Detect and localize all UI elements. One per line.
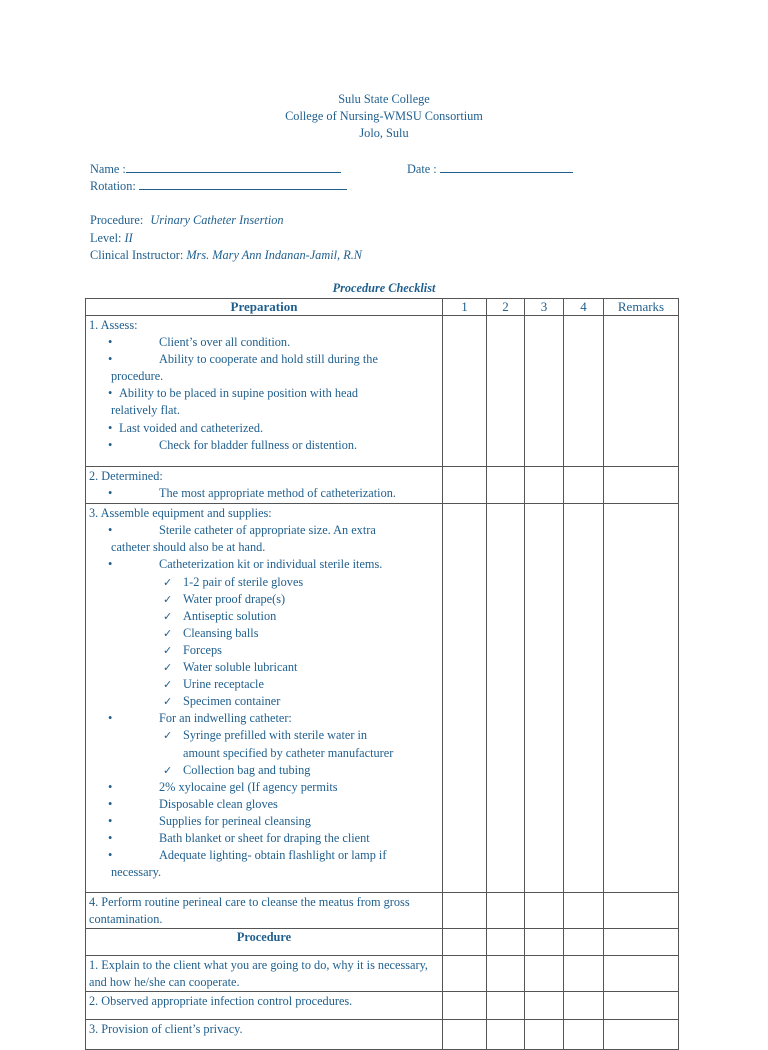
- table-header-row: [86, 299, 679, 316]
- score-cell[interactable]: [487, 992, 525, 1020]
- date-label: Date :: [407, 162, 437, 176]
- list-item: • The most appropriate method of catheterization.: [89, 485, 439, 502]
- check-item: ✓ Antiseptic solution: [89, 608, 439, 625]
- college-name: College of Nursing-WMSU Consortium: [285, 109, 483, 123]
- score-cell[interactable]: [487, 1020, 525, 1050]
- assess-cell: [86, 316, 443, 467]
- score-cell[interactable]: [525, 1020, 564, 1050]
- list-item: • Bath blanket or sheet for draping the client: [89, 830, 439, 847]
- assess-title: 1. Assess:: [89, 318, 138, 332]
- score-cell[interactable]: [487, 504, 525, 893]
- rotation-field[interactable]: [139, 177, 347, 190]
- remarks-cell[interactable]: [604, 956, 679, 992]
- score-cell[interactable]: [525, 467, 564, 504]
- list-item: • Disposable clean gloves: [89, 796, 439, 813]
- table-row: [86, 467, 679, 504]
- list-item: • Last voided and catheterized.: [89, 420, 439, 437]
- step-cell: [86, 956, 443, 992]
- student-info: [90, 160, 437, 194]
- score-cell[interactable]: [525, 929, 564, 956]
- score-cell[interactable]: [525, 956, 564, 992]
- score-cell[interactable]: [525, 316, 564, 467]
- remarks-cell[interactable]: [604, 929, 679, 956]
- list-item-continued: necessary.: [111, 865, 162, 880]
- score-cell[interactable]: [487, 929, 525, 956]
- score-cell[interactable]: [443, 992, 487, 1020]
- remarks-cell[interactable]: [604, 504, 679, 893]
- list-item: • Ability to be placed in supine position with head: [89, 385, 439, 402]
- table-row: [86, 992, 679, 1020]
- list-item: • Ability to cooperate and hold still during the: [89, 351, 439, 368]
- determined-cell: [86, 467, 443, 504]
- score-cell[interactable]: [564, 467, 604, 504]
- list-item: • 2% xylocaine gel (If agency permits: [89, 779, 439, 796]
- check-item: ✓ Water soluble lubricant: [89, 659, 439, 676]
- check-item: ✓ Syringe prefilled with sterile water in: [89, 727, 439, 744]
- table-row: [86, 1020, 679, 1050]
- list-item: • Check for bladder fullness or distention.: [89, 437, 439, 454]
- procedure-step: 2. Observed appropriate infection control procedures.: [89, 994, 353, 1009]
- procedure-step: 1. Explain to the client what you are going to do, why it is necessary, and how he/she can cooperate.: [89, 958, 428, 989]
- score-cell[interactable]: [443, 316, 487, 467]
- score-cell[interactable]: [443, 956, 487, 992]
- check-item: ✓ Cleansing balls: [89, 625, 439, 642]
- remarks-cell[interactable]: [604, 316, 679, 467]
- checklist-title: Procedure Checklist: [332, 281, 436, 295]
- score-cell[interactable]: [487, 893, 525, 929]
- perineal-cell: [86, 893, 443, 929]
- score-cell[interactable]: [443, 504, 487, 893]
- score-cell[interactable]: [564, 929, 604, 956]
- remarks-cell[interactable]: [604, 893, 679, 929]
- score-cell[interactable]: [564, 956, 604, 992]
- assemble-cell: [86, 504, 443, 893]
- list-item-continued: procedure.: [111, 369, 164, 384]
- level-value: II: [124, 230, 133, 245]
- list-item-continued: catheter should also be at hand.: [111, 540, 266, 555]
- remarks-cell[interactable]: [604, 1020, 679, 1050]
- name-label: Name :: [90, 162, 126, 176]
- score-cell[interactable]: [443, 893, 487, 929]
- table-row: [86, 316, 679, 467]
- check-item: ✓ Forceps: [89, 642, 439, 659]
- instructor-label: Clinical Instructor:: [90, 248, 184, 262]
- header-col-2: 2: [487, 299, 525, 316]
- check-item: ✓ Urine receptacle: [89, 676, 439, 693]
- header-preparation: Preparation: [86, 299, 443, 316]
- check-item: ✓ Collection bag and tubing: [89, 762, 439, 779]
- perineal-step: 4. Perform routine perineal care to cleanse the meatus from gross contamination.: [89, 895, 410, 926]
- score-cell[interactable]: [487, 467, 525, 504]
- school-name: Sulu State College: [338, 92, 430, 106]
- score-cell[interactable]: [525, 504, 564, 893]
- remarks-cell[interactable]: [604, 467, 679, 504]
- date-field[interactable]: [440, 160, 573, 173]
- procedure-value: Urinary Catheter Insertion: [150, 213, 284, 227]
- score-cell[interactable]: [564, 893, 604, 929]
- score-cell[interactable]: [564, 504, 604, 893]
- list-item: • Catheterization kit or individual sterile items.: [89, 556, 439, 573]
- determined-title: 2. Determined:: [89, 469, 163, 483]
- score-cell[interactable]: [487, 956, 525, 992]
- procedure-label: Procedure:: [90, 213, 144, 227]
- check-item: ✓ 1-2 pair of sterile gloves: [89, 574, 439, 591]
- list-item: • Adequate lighting- obtain flashlight or lamp if: [89, 847, 439, 864]
- score-cell[interactable]: [443, 1020, 487, 1050]
- procedure-info: [90, 212, 362, 265]
- procedure-checklist-table: [85, 298, 679, 1050]
- list-item: • Client’s over all condition.: [89, 334, 439, 351]
- assemble-title: 3. Assemble equipment and supplies:: [89, 506, 272, 521]
- check-item: ✓ Specimen container: [89, 693, 439, 710]
- table-row: [86, 929, 679, 956]
- score-cell[interactable]: [443, 467, 487, 504]
- instructor-value: Mrs. Mary Ann Indanan-Jamil, R.N: [186, 248, 362, 262]
- step-cell: [86, 1020, 443, 1050]
- name-field[interactable]: [126, 160, 341, 173]
- score-cell[interactable]: [443, 929, 487, 956]
- procedure-section-header: Procedure: [86, 929, 443, 956]
- header-col-1: 1: [443, 299, 487, 316]
- score-cell[interactable]: [525, 992, 564, 1020]
- procedure-step: 3. Provision of client’s privacy.: [89, 1022, 243, 1037]
- table-row: [86, 504, 679, 893]
- score-cell[interactable]: [525, 893, 564, 929]
- check-item: ✓ Water proof drape(s): [89, 591, 439, 608]
- school-location: Jolo, Sulu: [359, 126, 409, 140]
- list-item: • Sterile catheter of appropriate size. An extra: [89, 522, 439, 539]
- level-label: Level:: [90, 230, 122, 245]
- document-header: [0, 91, 768, 142]
- header-col-3: 3: [525, 299, 564, 316]
- header-col-4: 4: [564, 299, 604, 316]
- table-row: [86, 893, 679, 929]
- score-cell[interactable]: [487, 316, 525, 467]
- table-row: [86, 956, 679, 992]
- step-cell: [86, 992, 443, 1020]
- score-cell[interactable]: [564, 992, 604, 1020]
- score-cell[interactable]: [564, 316, 604, 467]
- header-remarks: Remarks: [604, 299, 679, 316]
- list-item: • For an indwelling catheter:: [89, 710, 439, 727]
- rotation-label: Rotation:: [90, 179, 136, 193]
- list-item: • Supplies for perineal cleansing: [89, 813, 439, 830]
- remarks-cell[interactable]: [604, 992, 679, 1020]
- check-item-continued: amount specified by catheter manufacturer: [183, 745, 394, 760]
- score-cell[interactable]: [564, 1020, 604, 1050]
- list-item-continued: relatively flat.: [111, 403, 180, 418]
